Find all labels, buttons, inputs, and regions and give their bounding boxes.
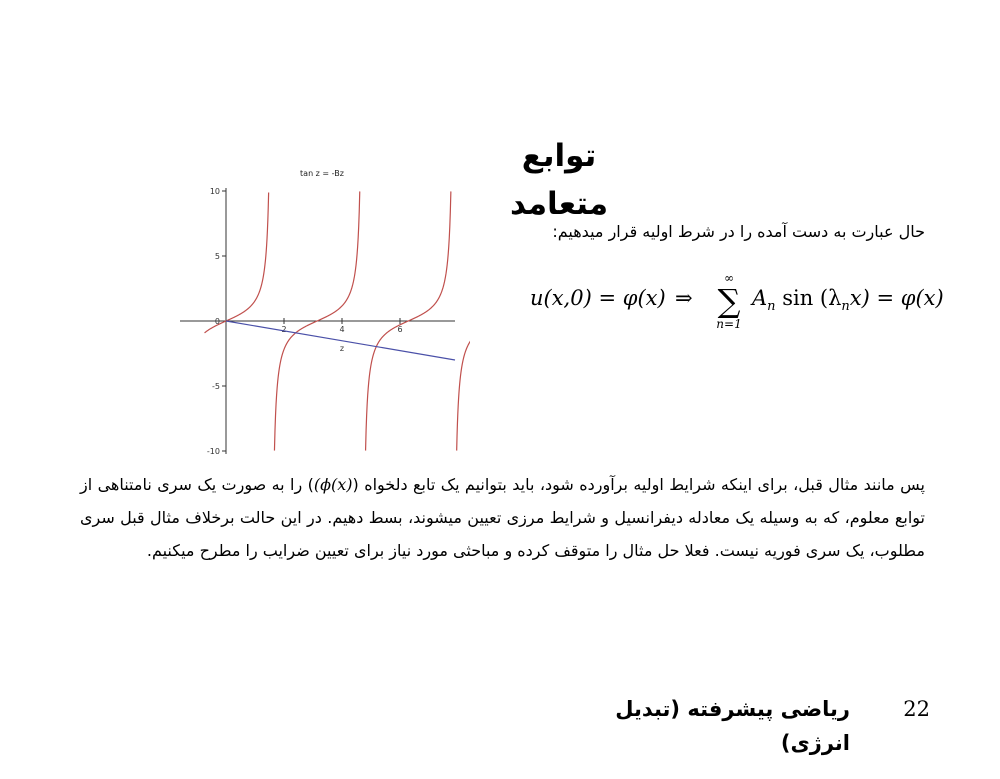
sum-upper-limit: ∞: [724, 271, 734, 285]
paragraph-part-2: ) را به صورت یک سری نامتناهی از توابع معلوم، که به وسیله یک معادله دیفرانسیل و شرایط مرزی تعیین میشوند، بسط دهیم. در این حالت برخلاف مثال قبل سری مطلوب، یک سری فوریه نیست. فعلا حل مثال را متوقف کرده و مباحثی مورد نیاز برای تعیین ضرایب را مطرح میکنیم.: [80, 475, 925, 560]
tan-branch: [457, 312, 470, 451]
y-tick-label: 0: [214, 317, 220, 326]
x-axis-label: z: [339, 344, 345, 353]
rhs-tail: x) = φ(x): [849, 286, 944, 310]
sin-term: sin (λ: [775, 286, 842, 310]
y-tick-label: -5: [212, 382, 220, 391]
phi-symbol: (ϕ(x): [313, 475, 353, 494]
sum-symbol: ∑: [717, 282, 741, 320]
coefficient-subscript: n: [767, 299, 776, 315]
equation-lhs: u(x,0) = φ(x): [530, 286, 666, 310]
paragraph-part-1: پس مانند مثال قبل، برای اینکه شرایط اولیه برآورده شود، باید بتوانیم یک تابع دلخواه (: [352, 475, 926, 494]
tan-plot: [160, 164, 470, 460]
plot-title: tan z = -Bz: [300, 169, 344, 178]
body-paragraph: [80, 468, 925, 567]
x-tick-label: 6: [397, 325, 403, 334]
intro-text: حال عبارت به دست آمده را در شرط اولیه قرار میدهیم:: [552, 222, 925, 241]
equation-rhs: [752, 286, 944, 314]
sum-lower-limit: n=1: [716, 317, 742, 331]
coefficient-a: A: [752, 286, 768, 310]
page-title: توابع متعامد: [509, 138, 609, 222]
equation: [530, 271, 944, 342]
y-tick-label: -10: [206, 447, 220, 456]
y-tick-label: 5: [214, 252, 220, 261]
x-tick-label: 4: [339, 325, 345, 334]
lambda-subscript: n: [841, 299, 850, 315]
page-number: 22: [903, 697, 930, 721]
summation: [712, 272, 746, 330]
tan-branch: [205, 192, 269, 332]
x-tick-label: 2: [281, 325, 287, 334]
footer-title: ریاضی پیشرفته (تبدیل انرژی): [615, 697, 850, 755]
implies-arrow: ⇒: [675, 286, 693, 310]
y-tick-label: 10: [209, 187, 220, 196]
